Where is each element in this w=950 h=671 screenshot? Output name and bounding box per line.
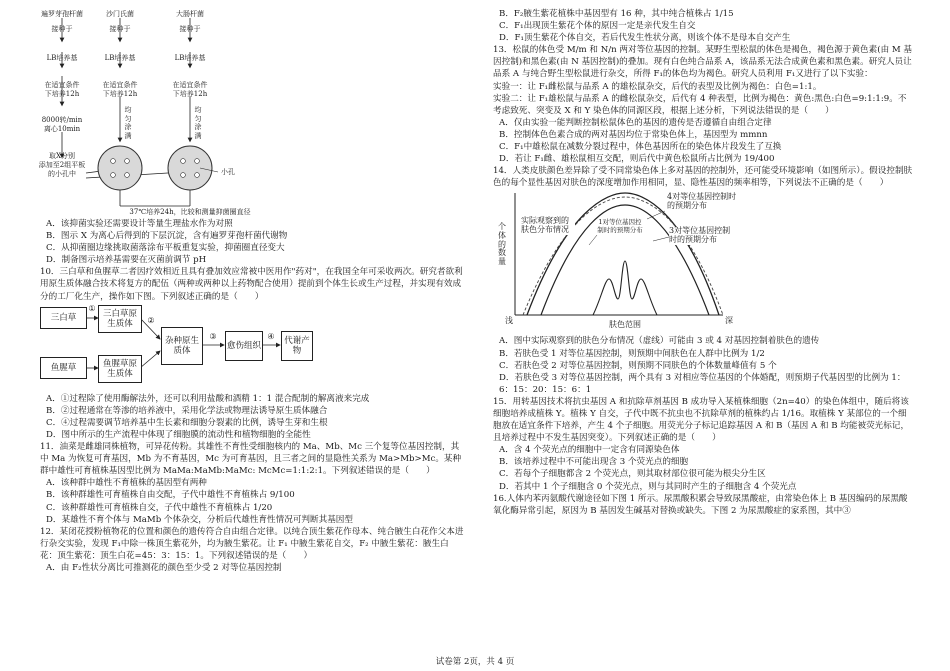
- fig1-col1-speed: 8000转/min: [41, 116, 83, 124]
- fig1-col1-inoculate: 接种于: [51, 25, 73, 33]
- q15-option-b: B．该培养过程中不可能出现含 3 个荧光点的细胞: [499, 457, 689, 468]
- q13-option-c: C．F₁中雄松鼠在减数分裂过程中，体色基因所在的染色体片段发生了互换: [499, 142, 782, 153]
- fig1-col1-centrifuge: 离心10min: [43, 125, 81, 133]
- herb-yuxingcao: 鱼腥草: [40, 357, 87, 379]
- curve-4-pair: [527, 193, 719, 315]
- q9-option-d: D．制备图示培养基需要在灭菌前调节 pH: [46, 255, 207, 266]
- legend-actual: 实际观察到的肤色分布情况: [521, 217, 575, 234]
- step-2: ②: [147, 315, 155, 325]
- fig1-hole-label: 小孔: [221, 168, 235, 176]
- q11-stem: 11．油菜是雌雄同株植物，可异花传粉。其雄性不育性受细胞核内的 Ma、Mb、Mc 三个复等位基因控制，其中 Ma 为恢复可育基因，Mb 为不育基因，Mc 为可育基因，且三者之间的显隐性关系为 Ma>Mb>Mc。某种群中雄性可育植株基因型比例为 MaMa:MaMb:MaMc: McMc=1:1:2:1。下列叙述错误的是（ ）: [40, 442, 462, 477]
- metabolite-product: 代谢产物: [281, 331, 313, 361]
- q15-option-d: D．若其中 1 个子细胞含 0 个荧光点，则与其同时产生的子细胞含 4 个荧光点: [499, 481, 797, 492]
- fig1-col2-cond2: 下培养12h: [102, 90, 138, 98]
- protoplast-sanbaicao: 三白草原生质体: [98, 305, 142, 333]
- fig1-col2-strain: 沙门氏菌: [106, 10, 134, 18]
- q12-option-b: B．F₂腋生紫花植株中基因型有 16 种，其中纯合植株占 1/15: [499, 9, 734, 19]
- fig1-col1-cond1: 在适宜条件: [44, 81, 80, 89]
- q13-option-d: D．若让 F₁雌、雄松鼠相互交配，则后代中黄色松鼠所占比例为 19/400: [499, 154, 775, 165]
- q9-option-a: A．该抑菌实验还需要设计等量生理盐水作为对照: [46, 219, 233, 229]
- q15-option-a: A．含 4 个荧光点的细胞中一定含有同源染色体: [499, 445, 680, 456]
- q10-option-b: B．②过程通常在等渗的培养液中，采用化学法或物理法诱导原生质体融合: [46, 405, 328, 416]
- page-footer: 试卷第 2页，共 4 页: [435, 657, 515, 667]
- q13-stem: 13．松鼠的体色受 M/m 和 N/n 两对等位基因的控制。某野生型松鼠的体色是褐色，褐色源于黄色素(由 M 基因控制)和黑色素(由 N 基因控制)的叠加。现有白色纯合品系 A，该品系无法合成黄色素和黑色素。研究人员让品系 A 与纯合野生型松鼠进行杂交，所得 F₁的体色均为褐色。研究人员利用 F₁又进行了以下实验：: [493, 45, 913, 80]
- q11-option-b: B．该种群雄性可育植株自由交配，子代中雄性不育植株占 9/100: [46, 490, 295, 501]
- curve-1-pair: [593, 261, 657, 315]
- legend-1-pair: 1对等位基因控制时的预期分布: [597, 218, 643, 234]
- fig1-col3-lb: LB培养基: [174, 54, 206, 62]
- step-4: ④: [267, 331, 275, 341]
- legend-3-pair: 3对等位基因控制时的预期分布: [669, 227, 737, 244]
- skin-color-curves: [497, 189, 737, 335]
- fig1-col1-add: 添加至2组平板: [38, 161, 86, 169]
- fig1-col3-cond1: 在适宜条件: [172, 81, 208, 89]
- fig1-col2-cond1: 在适宜条件: [102, 81, 138, 89]
- bacteria-flow-arrows: [40, 8, 340, 218]
- bacteria-experiment-figure: [40, 8, 464, 218]
- q12-option-c: C．F₁出现顶生紫花个体的原因一定是亲代发生自交: [499, 21, 696, 32]
- q16-stem: 16.人体内苯丙氨酸代谢途径如下图 1 所示。尿黑酸积累会导致尿黑酸症，由常染色体上 B 基因编码的尿黑酸氧化酶异常引起，原因为 B 基因发生碱基对替换或缺失。下图 2 为尿黑酸症的家系图，其中③: [493, 493, 908, 516]
- q13-experiment-2: 实验二：让 F₁雄松鼠与品系 A 的雌松鼠杂交，后代有 4 种表型，比例为褐色：黄色:黑色:白色=9:1:1:9。不考虑致死、突变及 X 和 Y 染色体的同源区段，根据上述分析，下列说法错误的是（ ）: [493, 93, 907, 116]
- q11-option-d: D．某雄性不育个体与 MaMb 个体杂交，分析后代雄性育性情况可判断其基因型: [46, 514, 353, 525]
- herb-sanbaicao: 三白草: [40, 307, 87, 329]
- hybrid-protoplast: 杂种原生质体: [161, 327, 203, 365]
- q13-option-a: A．仅由实验一能判断控制松鼠体色的基因的遗传是否遵循自由组合定律: [499, 117, 772, 128]
- protoplast-yuxingcao: 鱼腥草原生质体: [98, 355, 142, 383]
- step-3: ③: [209, 331, 217, 341]
- q9-option-b: B．图示 X 为离心后得到的下层沉淀，含有遍罗芽孢杆菌代谢物: [46, 231, 288, 242]
- fig1-col3-strain: 大肠杆菌: [176, 10, 204, 18]
- q13-experiment-1: 实验一：让 F₁雌松鼠与品系 A 的雄松鼠杂交，后代的表型及比例为褐色：白色=1:1。: [493, 81, 822, 92]
- q14-option-d: D．若肤色受 3 对等位基因控制，两个具有 3 对相应等位基因的个体婚配，则预期子代基因型的比例为 1：6：15：20：15：6：1: [499, 372, 906, 395]
- fig1-col2-spread: 均匀涂满: [124, 106, 132, 140]
- q12-option-d: D．F₁顶生紫花个体自交，若后代发生性状分离，则该个体不是母本自交产生: [499, 33, 791, 44]
- q15-stem: 15．用转基因技术将抗虫基因 A 和抗除草剂基因 B 成功导入某植株细胞（2n=40）的染色体组中，随后将该细胞培养成植株 Y。植株 Y 自交，子代中既不抗虫也不抗除草剂的植株约占 1/16。取植株 Y 某部位的一个细胞放在适宜条件下培养，产生 4 个子细胞。用荧光分子标记追踪基因 A 和 B（基因 A 和 B 均能被荧光标记，且培养过程中不发生基因突变）。下列叙述正确的是（ ）: [493, 396, 910, 444]
- q14-option-c: C．若肤色受 2 对等位基因控制，则预期不同肤色的个体数量峰值有 5 个: [499, 360, 777, 371]
- chart-xlabel: 肤色范围: [609, 320, 641, 330]
- skin-color-figure: [497, 189, 913, 335]
- right-column: [493, 8, 913, 517]
- q14-stem: 14．人类皮肤颜色差异除了受不同常染色体上多对基因的控制外，还可能受环境影响（如图所示）。假设控制肤色的每个显性基因对肤色的深度增加作用相同，显、隐性基因的频率相等，下列说法不正确的是（ ）: [493, 166, 913, 189]
- left-column: [40, 8, 464, 574]
- fig1-col3-cond2: 下培养12h: [172, 90, 208, 98]
- legend-4-pair: 4对等位基因控制时的预期分布: [667, 192, 737, 210]
- q12-option-a: A．由 F₂性状分离比可推测花的颜色至少受 2 对等位基因控制: [46, 562, 282, 573]
- q10-option-a: A．①过程除了使用酶解法外，还可以利用盐酸和酒精 1：1 混合配制的解离液来完成: [46, 393, 370, 404]
- chart-ylabel: 个体的数量: [498, 222, 506, 266]
- callus-tissue: 愈伤组织: [225, 331, 263, 361]
- chart-x-left: 浅: [505, 316, 513, 326]
- fig1-caption: 37℃培养24h，比较和测量抑菌圈直径: [129, 208, 251, 216]
- q12-stem: 12．某闭花授粉植物花的位置和颜色的遗传符合自由组合定律。以纯合顶生紫花作母本、纯合腋生白花作父本进行杂交实验，发现 F₁中除一株顶生紫花外，均为腋生紫花。让 F₁ 中腋生紫花自交，F₂ 中腋生紫花：腋生白花：顶生紫花：顶生白花=45：3：15：1。下列叙述错误的是（ ）: [40, 526, 464, 561]
- fig1-col1-lb: LB培养基: [46, 54, 78, 62]
- q10-option-d: D．图中所示的生产流程中体现了细胞膜的流动性和植物细胞的全能性: [46, 429, 311, 440]
- step-1: ①: [88, 303, 96, 313]
- q10-flow-diagram: [40, 305, 464, 393]
- fig1-col1-takex: 取X分别: [49, 152, 75, 160]
- q11-option-c: C．该种群雄性可育植株自交，子代中雄性不育植株占 1/20: [46, 502, 273, 513]
- q13-option-b: B．控制体色色素合成的两对基因均位于常染色体上，基因型为 mmnn: [499, 129, 768, 140]
- q14-option-b: B．若肤色受 1 对等位基因控制，则预期中间肤色在人群中比例为 1/2: [499, 348, 765, 359]
- q9-option-c: C．从抑菌圈边缘挑取菌落涂布平板重复实验，抑菌圈直径变大: [46, 243, 285, 254]
- q11-option-a: A．该种群中雄性不育植株的基因型有两种: [46, 478, 207, 489]
- fig1-col1-strain: 遍罗芽孢杆菌: [41, 10, 83, 18]
- fig1-col1-cond2: 下培养12h: [44, 90, 80, 98]
- fig1-col1-hole: 的小孔中: [48, 170, 76, 178]
- q14-option-a: A．图中实际观察到的肤色分布情况（虚线）可能由 3 或 4 对基因控制着肤色的遗传: [499, 336, 820, 347]
- fig1-col3-inoculate: 接种于: [179, 25, 201, 33]
- fig1-col2-lb: LB培养基: [104, 54, 136, 62]
- q15-option-c: C．若每个子细胞都含 2 个荧光点，则其取材部位很可能为根尖分生区: [499, 469, 766, 480]
- fig1-col3-spread: 均匀涂满: [194, 106, 202, 140]
- q10-option-c: C．④过程需要调节培养基中生长素和细胞分裂素的比例，诱导生芽和生根: [46, 417, 328, 428]
- fig1-col2-inoculate: 接种于: [109, 25, 131, 33]
- chart-x-right: 深: [725, 316, 733, 326]
- q10-stem: 10．三白草和鱼腥草二者因疗效相近且具有叠加效应常被中医用作"药对"，在我国全年可采收两次。研究者欲利用原生质体融合技术将复方的配伍（两种或两种以上药物配合使用）提前到个体生长或生产过程，并实现有效成分的工厂化生产，操作如下图。下列叙述正确的是（ ）: [40, 267, 463, 302]
